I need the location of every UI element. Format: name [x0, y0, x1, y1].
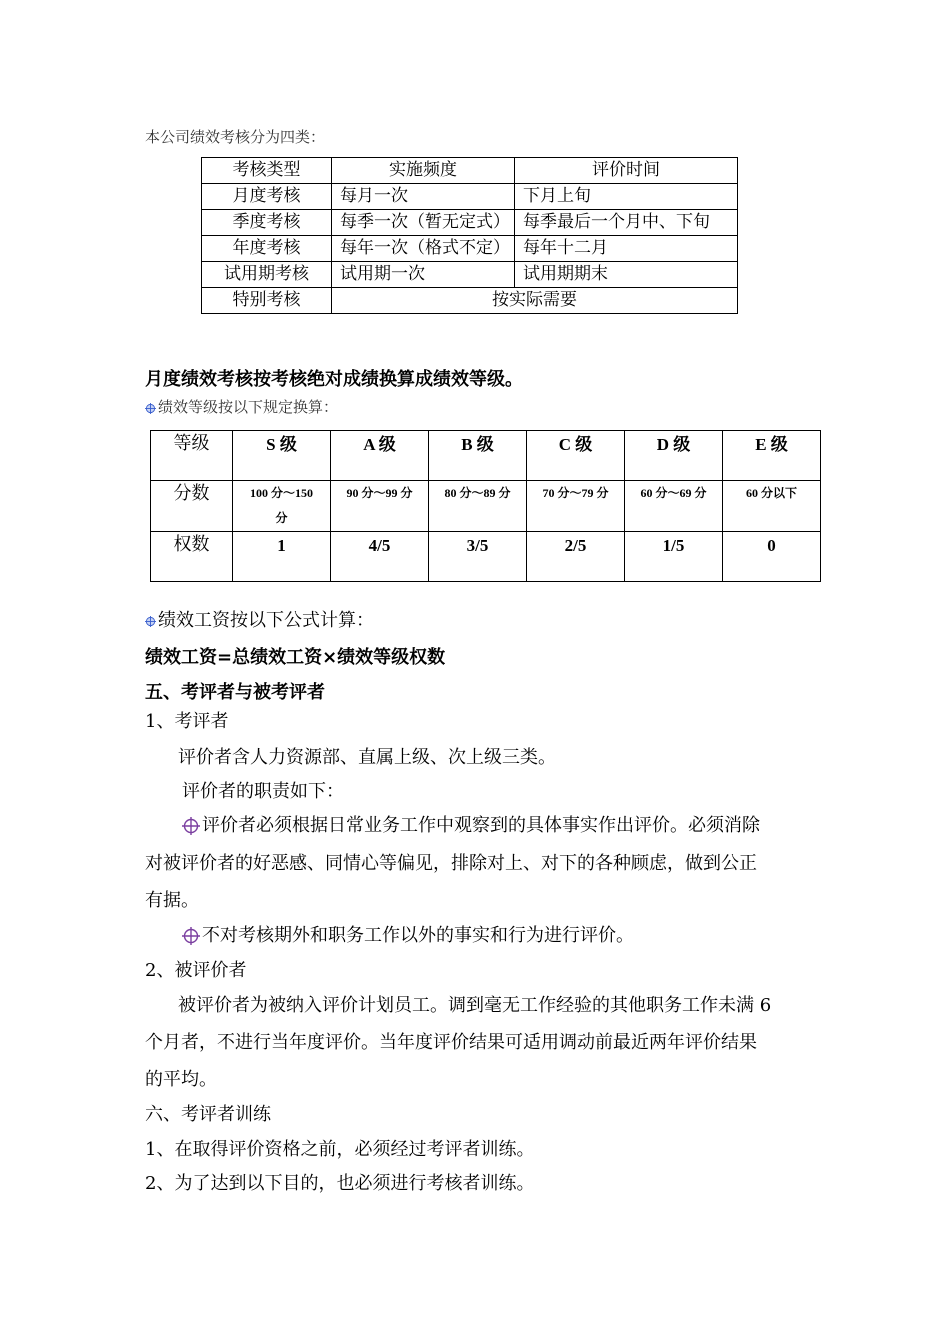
score-cell: 90 分～99 分: [331, 481, 429, 532]
table-cell: 试用期期末: [515, 262, 738, 288]
table-cell: 每年十二月: [515, 236, 738, 262]
header-cell: 考核类型: [202, 158, 332, 184]
bullet1-text: 评价者必须根据日常业务工作中观察到的具体事实作出评价。必须消除: [202, 815, 760, 836]
table-row: [151, 532, 821, 582]
table-cell: 下月上旬: [515, 184, 738, 210]
assessment-types-table: [201, 157, 738, 314]
grade-cell: B 级: [429, 431, 527, 481]
table-row: [151, 431, 821, 481]
table-cell: 试用期一次: [332, 262, 515, 288]
header-cell: 评价时间: [515, 158, 738, 184]
table-cell: 每季一次（暂无定式）: [332, 210, 515, 236]
table-cell: 每年一次（格式不定）: [332, 236, 515, 262]
table-cell: 每月一次: [332, 184, 515, 210]
row-label: 等级: [151, 431, 233, 481]
grade-cell: S 级: [233, 431, 331, 481]
table-cell: 季度考核: [202, 210, 332, 236]
section5-bullet1-line2: 对被评价者的好恶感、同情心等偏见，排除对上、对下的各种顾虑，做到公正: [145, 853, 757, 874]
table-row: [151, 481, 821, 532]
weight-cell: 2/5: [527, 532, 625, 582]
weight-cell: 4/5: [331, 532, 429, 582]
score-cell: 100 分～150 分: [233, 481, 331, 532]
section6-item1: 1、在取得评价资格之前，必须经过考评者训练。: [145, 1139, 535, 1160]
table-cell: 特别考核: [202, 288, 332, 314]
section5-p1: 评价者含人力资源部、直属上级、次上级三类。: [178, 747, 556, 768]
row-label: 权数: [151, 532, 233, 582]
salary-intro-text: 绩效工资按以下公式计算：: [158, 610, 374, 631]
grade-conversion-table: [150, 430, 821, 582]
header-cell: 实施频度: [332, 158, 515, 184]
crosshair-icon: [182, 817, 200, 835]
section5-bullet2: [182, 918, 634, 954]
intro-text: 本公司绩效考核分为四类：: [145, 128, 326, 146]
table-cell: 按实际需要: [332, 288, 738, 314]
section5-bullet1-line3: 有据。: [145, 890, 199, 911]
score-cell: 80 分～89 分: [429, 481, 527, 532]
table-row: [202, 210, 738, 236]
crosshair-icon: [145, 403, 156, 414]
weight-cell: 3/5: [429, 532, 527, 582]
salary-formula: 绩效工资=总绩效工资×绩效等级权数: [145, 647, 446, 668]
section5-p3-line2: 个月者，不进行当年度评价。当年度评价结果可适用调动前最近两年评价结果: [145, 1032, 757, 1053]
weight-cell: 0: [723, 532, 821, 582]
table-cell: 年度考核: [202, 236, 332, 262]
table-row: [202, 236, 738, 262]
section6-item2: 2、为了达到以下目的，也必须进行考核者训练。: [145, 1173, 535, 1194]
score-cell: 60 分以下: [723, 481, 821, 532]
grade-intro: [145, 396, 338, 417]
weight-cell: 1/5: [625, 532, 723, 582]
weight-cell: 1: [233, 532, 331, 582]
score-cell: 60 分～69 分: [625, 481, 723, 532]
crosshair-icon: [182, 927, 200, 945]
section6-title: 六、考评者训练: [145, 1104, 271, 1125]
crosshair-icon: [145, 616, 156, 627]
grade-cell: A 级: [331, 431, 429, 481]
table-header-row: [202, 158, 738, 184]
table-cell: 每季最后一个月中、下旬: [515, 210, 738, 236]
grade-cell: E 级: [723, 431, 821, 481]
section5-p3-line3: 的平均。: [145, 1069, 217, 1090]
section5-title: 五、考评者与被考评者: [145, 682, 325, 703]
monthly-note: 月度绩效考核按考核绝对成绩换算成绩效等级。: [145, 369, 523, 390]
section5-p2: 评价者的职责如下：: [182, 781, 344, 802]
grade-intro-text: 绩效等级按以下规定换算：: [158, 398, 339, 416]
table-cell: 试用期考核: [202, 262, 332, 288]
section5-bullet1-line1: [182, 808, 760, 844]
grade-cell: D 级: [625, 431, 723, 481]
table-cell: 月度考核: [202, 184, 332, 210]
score-cell: 70 分～79 分: [527, 481, 625, 532]
section5-sub2: 2、被评价者: [145, 960, 247, 981]
section5-p3-line1: 被评价者为被纳入评价计划员工。调到毫无工作经验的其他职务工作未满 6: [178, 995, 772, 1016]
table-row: [202, 184, 738, 210]
row-label: 分数: [151, 481, 233, 532]
table-row: [202, 288, 738, 314]
salary-intro: [145, 606, 374, 632]
bullet2-text: 不对考核期外和职务工作以外的事实和行为进行评价。: [202, 925, 634, 946]
table-row: [202, 262, 738, 288]
section5-sub1: 1、考评者: [145, 711, 229, 732]
grade-cell: C 级: [527, 431, 625, 481]
